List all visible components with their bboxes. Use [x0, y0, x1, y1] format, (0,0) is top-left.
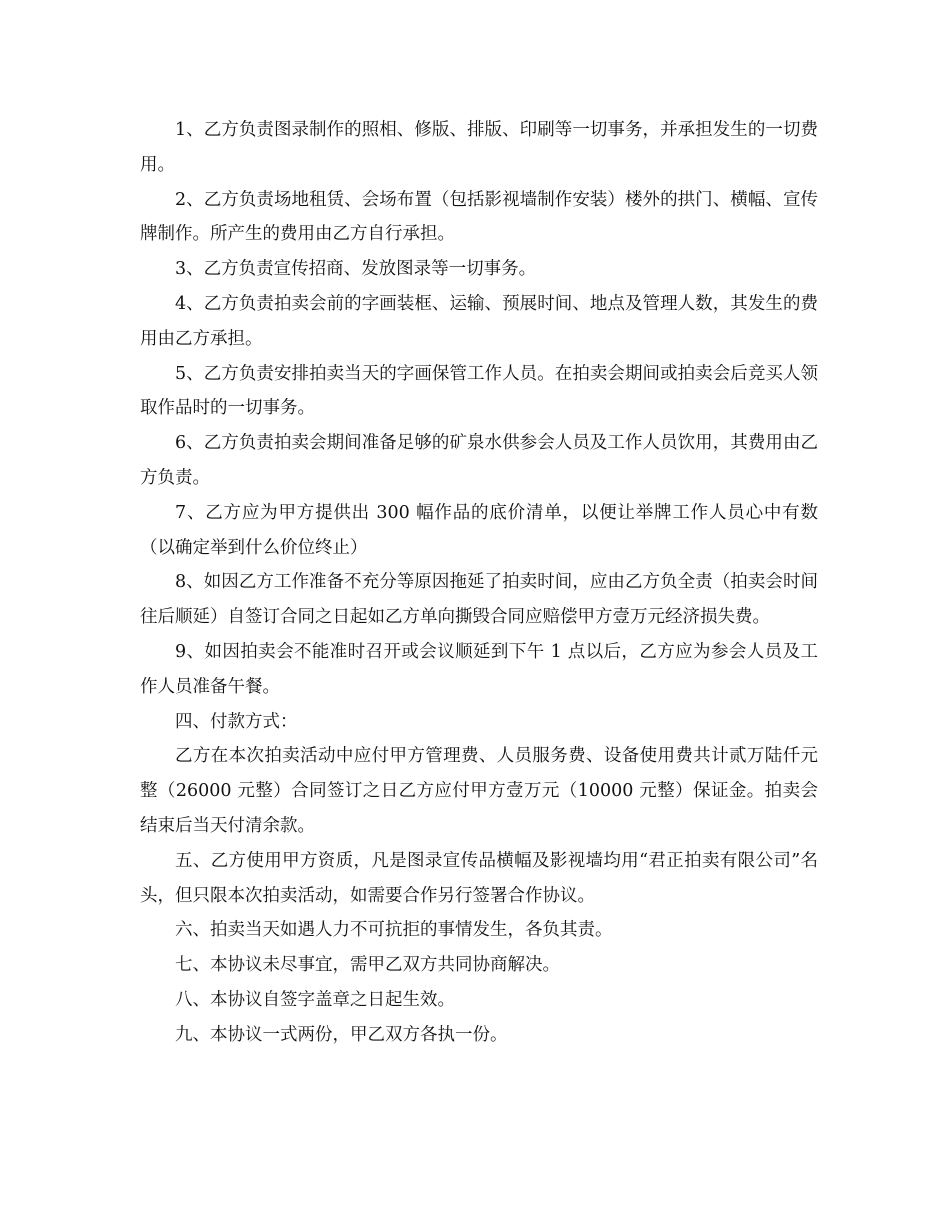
- clause-7: 7、乙方应为甲方提供出 300 幅作品的底价清单，以便让举牌工作人员心中有数（以确定举到什么价位终止）: [140, 502, 818, 558]
- section-nine: 九、本协议一式两份，甲乙双方各执一份。: [175, 1024, 508, 1045]
- section-five: 五、乙方使用甲方资质，凡是图录宣传品横幅及影视墙均用“君正拍卖有限公司”名头，但只限本次拍卖活动，如需要合作另行签署合作协议。: [140, 850, 818, 906]
- clause-9: 9、如因拍卖会不能准时召开或会议顺延到下午 1 点以后，乙方应为参会人员及工作人员准备午餐。: [140, 641, 818, 697]
- section-payment-heading: 四、付款方式：: [175, 711, 298, 732]
- section-seven: 七、本协议未尽事宜，需甲乙双方共同协商解决。: [175, 955, 560, 976]
- section-eight: 八、本协议自签字盖章之日起生效。: [175, 989, 455, 1010]
- clause-2: 2、乙方负责场地租赁、会场布置（包括影视墙制作安装）楼外的拱门、横幅、宣传牌制作。所产生的费用由乙方自行承担。: [140, 189, 818, 245]
- clause-3: 3、乙方负责宣传招商、发放图录等一切事务。: [175, 259, 537, 280]
- clause-5: 5、乙方负责安排拍卖当天的字画保管工作人员。在拍卖会期间或拍卖会后竞买人领取作品时的一切事务。: [140, 363, 818, 419]
- clause-1: 1、乙方负责图录制作的照相、修版、排版、印刷等一切事务，并承担发生的一切费用。: [140, 120, 818, 175]
- payment-terms: 乙方在本次拍卖活动中应付甲方管理费、人员服务费、设备使用费共计贰万陆仟元整（26000 元整）合同签订之日乙方应付甲方壹万元（10000 元整）保证金。拍卖会结束后当天付清余款。: [140, 746, 818, 836]
- clause-4: 4、乙方负责拍卖会前的字画装框、运输、预展时间、地点及管理人数，其发生的费用由乙方承担。: [140, 293, 818, 349]
- clause-6: 6、乙方负责拍卖会期间准备足够的矿泉水供参会人员及工作人员饮用，其费用由乙方负责。: [140, 433, 818, 488]
- document-page: [140, 113, 818, 1053]
- clause-8: 8、如因乙方工作准备不充分等原因拖延了拍卖时间，应由乙方负全责（拍卖会时间往后顺延）自签订合同之日起如乙方单向撕毁合同应赔偿甲方壹万元经济损失费。: [140, 572, 818, 628]
- section-six: 六、拍卖当天如遇人力不可抗拒的事情发生，各负其责。: [175, 920, 613, 941]
